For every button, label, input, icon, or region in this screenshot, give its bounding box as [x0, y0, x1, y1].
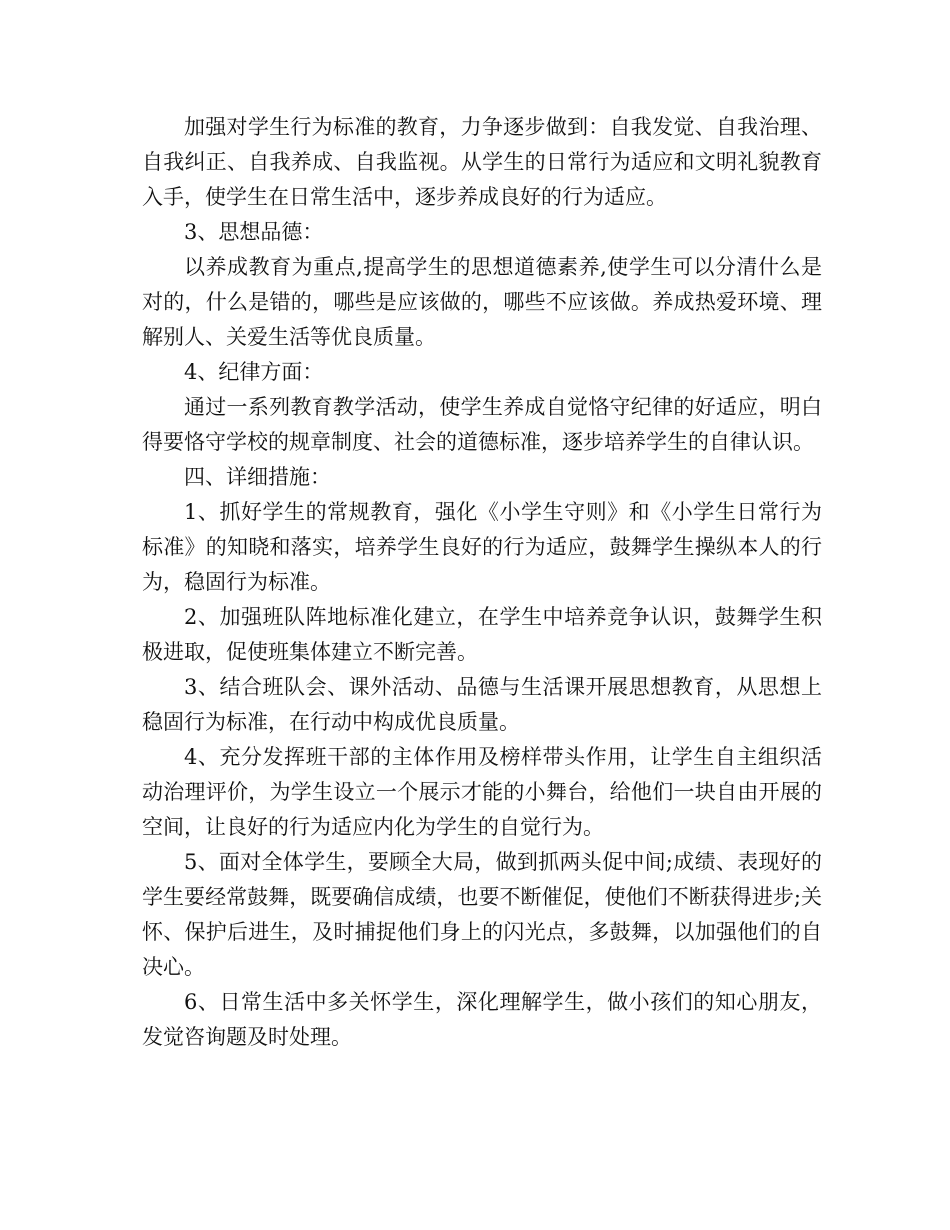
measure-item-1: 1、抓好学生的常规教育，强化《小学生守则》和《小学生日常行为标准》的知晓和落实，培养学生良好的行为适应，鼓舞学生操纵本人的行为，稳固行为标准。 [142, 500, 822, 594]
measure-item-2: 2、加强班队阵地标准化建立，在学生中培养竞争认识，鼓舞学生积极进取，促使班集体建立不断完善。 [142, 605, 822, 664]
measure-item-3: 3、结合班队会、课外活动、品德与生活课开展思想教育，从思想上稳固行为标准，在行动中构成优良质量。 [142, 675, 822, 734]
measure-item-5: 5、面对全体学生，要顾全大局，做到抓两头促中间;成绩、表现好的学生要经常鼓舞，既要确信成绩，也要不断催促，使他们不断获得进步;关怀、保护后进生，及时捕捉他们身上的闪光点，多鼓舞，以加强他们的自决心。 [142, 850, 822, 979]
heading-detailed-measures: 四、详细措施： [184, 465, 331, 489]
paragraph-moral-character: 以养成教育为重点,提高学生的思想道德素养,使学生可以分清什么是对的，什么是错的，哪些是应该做的，哪些不应该做。养成热爱环境、理解别人、关爱生活等优良质量。 [142, 255, 822, 349]
measure-item-6: 6、日常生活中多关怀学生，深化理解学生，做小孩们的知心朋友，发觉咨询题及时处理。 [142, 990, 822, 1049]
heading-discipline: 4、纪律方面： [184, 360, 324, 384]
measure-item-4: 4、充分发挥班干部的主体作用及榜样带头作用，让学生自主组织活动治理评价，为学生设立一个展示才能的小舞台，给他们一块自由开展的空间，让良好的行为适应内化为学生的自觉行为。 [142, 745, 822, 839]
heading-moral-character: 3、思想品德： [184, 220, 324, 244]
paragraph-discipline: 通过一系列教育教学活动，使学生养成自觉恪守纪律的好适应，明白得要恪守学校的规章制度、社会的道德标准，逐步培养学生的自律认识。 [142, 395, 822, 454]
document-body [142, 110, 822, 1055]
paragraph-discipline-education: 加强对学生行为标准的教育，力争逐步做到：自我发觉、自我治理、自我纠正、自我养成、自我监视。从学生的日常行为适应和文明礼貌教育入手，使学生在日常生活中，逐步养成良好的行为适应。 [142, 115, 822, 209]
